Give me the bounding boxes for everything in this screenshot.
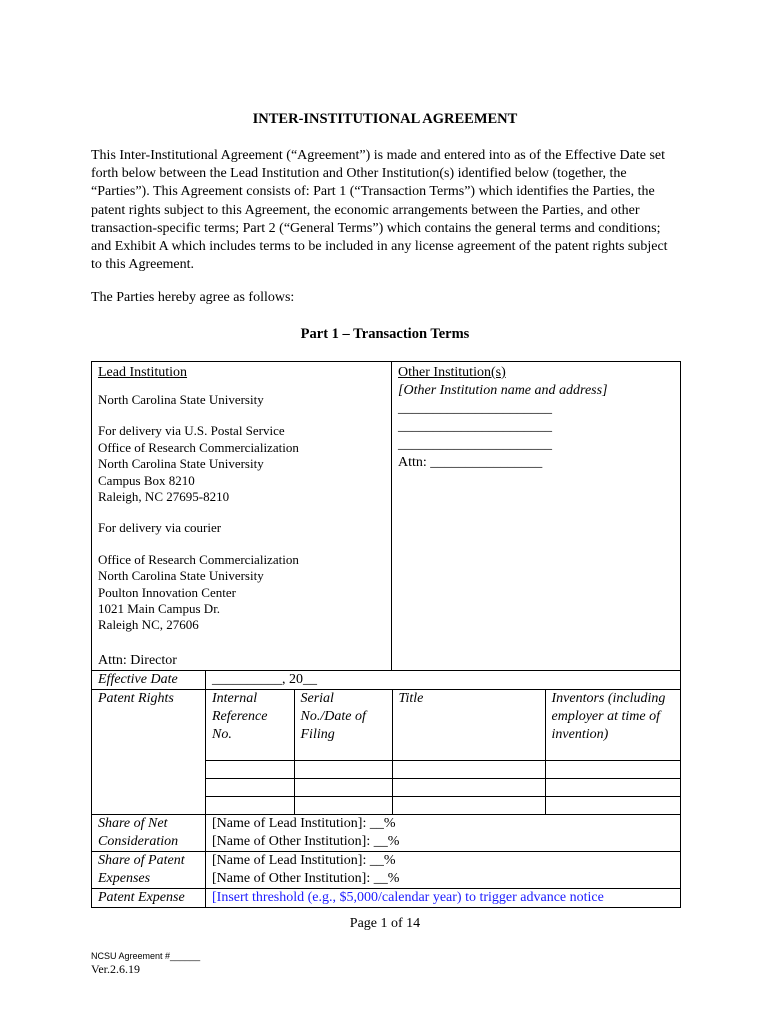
table-cell [545,760,681,778]
postal-label: For delivery via U.S. Postal Service [98,423,285,439]
table-cell [392,796,545,814]
other-placeholder: [Other Institution name and address] [398,383,608,398]
lead-institution-cell [92,362,392,671]
postal-line: Office of Research Commercialization [98,439,299,455]
other-institution-cell [392,362,681,671]
net-consideration-value [206,814,681,851]
patent-rights-cell [206,689,681,814]
transaction-terms-table [91,361,681,908]
page-number: Page 1 of 14 [349,916,421,931]
table-cell [206,760,294,778]
share-line: [Name of Other Institution]: __% [212,833,400,849]
patent-rights-label: Patent Rights [92,689,206,814]
version-label: Ver.2.6.19 [91,962,140,976]
table-cell [206,778,294,796]
document-title: INTER-INSTITUTIONAL AGREEMENT [252,111,518,127]
share-line: [Name of Lead Institution]: __% [212,815,396,831]
patent-expenses-label: Share of Patent Expenses [92,851,206,888]
table-cell [294,796,392,814]
courier-line: Raleigh NC, 27606 [98,617,199,633]
patent-rights-table [206,690,681,814]
part-title: Part 1 – Transaction Terms [300,326,470,342]
other-heading: Other Institution(s) [398,365,506,380]
patent-expenses-value [206,851,681,888]
column-header: Serial No./Date of Filing [294,690,392,761]
courier-line: Office of Research Commercialization [98,551,299,567]
table-cell [545,796,681,814]
lead-name: North Carolina State University [98,392,264,407]
table-cell [294,778,392,796]
other-attn: Attn: ________________ [398,455,543,470]
courier-line: Poulton Innovation Center [98,584,236,600]
postal-line: Raleigh, NC 27695-8210 [98,489,230,505]
blank-line: ______________________ [398,419,553,434]
table-cell [545,778,681,796]
blank-line: ______________________ [398,437,553,452]
table-cell [392,760,545,778]
share-line: [Name of Other Institution]: __% [212,870,400,886]
effective-date-label: Effective Date [92,670,206,689]
effective-date-value: __________, 20__ [206,670,681,689]
column-header: Internal Reference No. [206,690,294,761]
lead-attn: Attn: Director [98,652,177,668]
table-cell [294,760,392,778]
postal-line: Campus Box 8210 [98,472,195,488]
patent-expense-label: Patent Expense [92,888,206,907]
intro-paragraph: This Inter-Institutional Agreement (“Agreement”) is made and entered into as of the Effective Date set forth below between the Lead Institution and Other Institution(s) identified below (together, the “Parties”). This Agreement consists of: Part 1 (“Transaction Terms”) which identifies the Parties, the patent rights subject to this Agreement, the economic arrangements between the Parties, and other transaction-specific terms; Part 2 (“General Terms”) which contains the general terms and conditions; and Exhibit A which includes terms to be included in any license agreement of the patent rights subject to this Agreement. [91,148,668,273]
courier-line: North Carolina State University [98,568,264,584]
agreement-number: NCSU Agreement #______ [91,951,201,961]
courier-line: 1021 Main Campus Dr. [98,601,221,617]
patent-expense-value: [Insert threshold (e.g., $5,000/calendar year) to trigger advance notice [206,888,681,907]
postal-line: North Carolina State University [98,456,264,472]
net-consideration-label: Share of Net Consideration [92,814,206,851]
share-line: [Name of Lead Institution]: __% [212,852,396,868]
blank-line: ______________________ [398,401,553,416]
table-cell [206,796,294,814]
lead-heading: Lead Institution [98,365,188,380]
column-header: Inventors (including employer at time of invention) [545,690,681,761]
agree-line: The Parties hereby agree as follows: [91,290,295,305]
column-header: Title [392,690,545,761]
table-cell [392,778,545,796]
courier-label: For delivery via courier [98,520,222,536]
